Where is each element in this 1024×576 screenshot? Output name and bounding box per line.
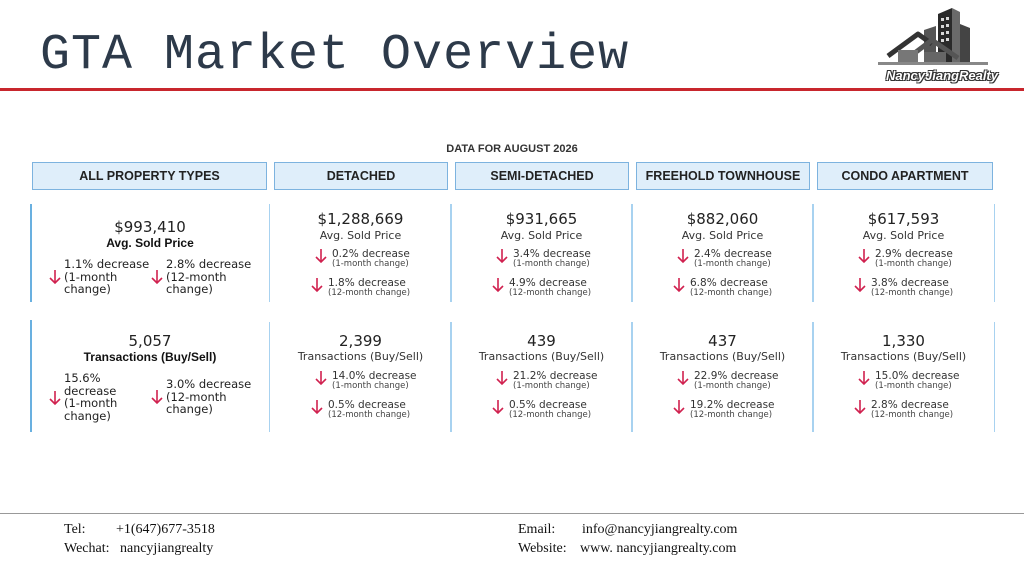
all-types-price-12-month-change	[150, 258, 260, 296]
semi-detached-transactions-label: Transactions (Buy/Sell)	[478, 350, 605, 363]
column-header-detached: DETACHED	[274, 162, 448, 190]
arrow-down-icon	[48, 390, 62, 406]
arrow-down-icon	[48, 269, 62, 285]
footer-website-label: Website:	[518, 541, 567, 556]
change-value: 22.9% decrease	[694, 370, 779, 382]
page-title: GTA Market Overview	[40, 27, 630, 84]
change-period: (12-month change)	[328, 410, 411, 420]
condo-apartment-avg-price: $617,593	[867, 210, 940, 228]
detached-transactions-label: Transactions (Buy/Sell)	[297, 350, 424, 363]
detached-avg-price: $1,288,669	[317, 210, 404, 228]
change-value: 6.8% decrease	[690, 277, 768, 289]
change-value: 2.4% decrease	[694, 248, 772, 260]
footer-divider	[0, 513, 1024, 514]
condo-apartment-price-card	[812, 204, 995, 302]
arrow-down-icon	[853, 277, 867, 293]
footer-website[interactable]: www. nancyjiangrealty.com	[580, 541, 737, 556]
logo-wordmark: NancyJiangRealty	[886, 68, 998, 83]
arrow-down-icon	[310, 277, 324, 293]
arrow-down-icon	[676, 248, 690, 264]
change-period: change)	[166, 282, 213, 296]
change-period: (12-month change)	[871, 288, 954, 298]
change-period: (12-month change)	[690, 288, 773, 298]
change-value: 15.6%	[64, 371, 101, 385]
arrow-down-icon	[672, 399, 686, 415]
detached-transactions-card	[269, 322, 452, 432]
change-period: (12-month change)	[509, 410, 592, 420]
change-value: 3.8% decrease	[871, 277, 949, 289]
semi-detached-avg-price: $931,665	[505, 210, 578, 228]
freehold-townhouse-avg-price-label: Avg. Sold Price	[681, 229, 764, 242]
all-types-avg-price-label: Avg. Sold Price	[106, 236, 194, 250]
arrow-down-icon	[495, 248, 509, 264]
change-value: 3.4% decrease	[513, 248, 591, 260]
change-value: 4.9% decrease	[509, 277, 587, 289]
all-types-transactions-12-month-change	[150, 378, 260, 416]
condo-apartment-transactions: 1,330	[882, 332, 925, 350]
change-period: (1-month	[64, 269, 118, 284]
change-value: 0.5% decrease	[328, 399, 406, 411]
arrow-down-icon	[310, 399, 324, 415]
detached-avg-price-label: Avg. Sold Price	[319, 229, 402, 242]
change-period: (1-month change)	[513, 259, 590, 269]
footer-tel-label: Tel:	[64, 522, 86, 537]
arrow-down-icon	[853, 399, 867, 415]
all-types-avg-price: $993,410	[114, 218, 186, 236]
arrow-down-icon	[857, 370, 871, 386]
change-period: (12-month change)	[509, 288, 592, 298]
all-types-transactions: 5,057	[128, 332, 172, 350]
semi-detached-transactions-card	[450, 322, 633, 432]
change-period: (12-month	[166, 389, 227, 404]
arrow-down-icon	[314, 370, 328, 386]
change-value: 2.9% decrease	[875, 248, 953, 260]
arrow-down-icon	[672, 277, 686, 293]
change-period: change)	[64, 408, 111, 423]
freehold-townhouse-avg-price: $882,060	[686, 210, 759, 228]
column-header-all: ALL PROPERTY TYPES	[32, 162, 267, 190]
change-period: (1-month	[64, 396, 118, 410]
all-types-price-1-month-change	[48, 258, 158, 296]
freehold-townhouse-transactions-label: Transactions (Buy/Sell)	[659, 350, 786, 363]
arrow-down-icon	[495, 370, 509, 386]
all-types-transactions-1-month-change	[48, 372, 148, 424]
company-logo	[868, 6, 1016, 86]
freehold-townhouse-transactions: 437	[708, 332, 737, 350]
footer-wechat-label: Wechat:	[64, 541, 110, 556]
arrow-down-icon	[150, 269, 164, 285]
semi-detached-avg-price-label: Avg. Sold Price	[500, 229, 583, 242]
change-value: 14.0% decrease	[332, 370, 417, 382]
change-value: decrease	[64, 383, 117, 398]
footer-wechat: nancyjiangrealty	[120, 541, 214, 556]
arrow-down-icon	[491, 399, 505, 415]
all-types-price-card	[30, 204, 268, 302]
change-value: 19.2% decrease	[690, 399, 775, 411]
column-header-freehold-townhouse: FREEHOLD TOWNHOUSE	[636, 162, 810, 190]
change-period: change)	[166, 402, 213, 416]
change-period: (12-month change)	[871, 410, 954, 420]
change-value: 0.2% decrease	[332, 248, 410, 260]
column-header-condo-apartment: CONDO APARTMENT	[817, 162, 993, 190]
title-divider	[0, 88, 1024, 91]
all-types-transactions-label: Transactions (Buy/Sell)	[83, 350, 217, 364]
freehold-townhouse-transactions-card	[631, 322, 814, 432]
arrow-down-icon	[491, 277, 505, 293]
footer-email-label: Email:	[518, 522, 556, 537]
change-value: 2.8% decrease	[871, 399, 949, 411]
change-period: change)	[64, 282, 111, 296]
arrow-down-icon	[676, 370, 690, 386]
change-period: (1-month change)	[875, 259, 952, 269]
change-period: (1-month change)	[332, 259, 409, 269]
change-period: (12-month	[166, 269, 227, 284]
condo-apartment-avg-price-label: Avg. Sold Price	[862, 229, 945, 242]
change-period: (12-month change)	[690, 410, 773, 420]
condo-apartment-transactions-label: Transactions (Buy/Sell)	[840, 350, 967, 363]
detached-transactions: 2,399	[339, 332, 382, 350]
arrow-down-icon	[857, 248, 871, 264]
all-types-transactions-card	[30, 320, 268, 432]
column-header-semi-detached: SEMI-DETACHED	[455, 162, 629, 190]
change-period: (1-month change)	[694, 381, 771, 391]
change-value: 1.8% decrease	[328, 277, 406, 289]
freehold-townhouse-price-card	[631, 204, 814, 302]
change-period: (1-month change)	[875, 381, 952, 391]
detached-price-card	[269, 204, 452, 302]
footer-tel[interactable]: +1(647)677-3518	[116, 522, 215, 537]
change-value: 1.1% decrease	[64, 257, 150, 271]
footer-email[interactable]: info@nancyjiangrealty.com	[582, 522, 738, 537]
condo-apartment-transactions-card	[812, 322, 995, 432]
change-period: (1-month change)	[513, 381, 590, 391]
change-value: 21.2% decrease	[513, 370, 598, 382]
change-period: (1-month change)	[694, 259, 771, 269]
change-value: 15.0% decrease	[875, 370, 960, 382]
change-period: (1-month change)	[332, 381, 409, 391]
semi-detached-transactions: 439	[527, 332, 556, 350]
arrow-down-icon	[314, 248, 328, 264]
data-period-label: DATA FOR AUGUST 2026	[446, 143, 578, 155]
change-value: 3.0% decrease	[166, 377, 252, 391]
building-logo-icon	[868, 6, 1016, 70]
change-value: 2.8% decrease	[166, 257, 252, 271]
arrow-down-icon	[150, 389, 164, 405]
change-value: 0.5% decrease	[509, 399, 587, 411]
change-period: (12-month change)	[328, 288, 411, 298]
semi-detached-price-card	[450, 204, 633, 302]
